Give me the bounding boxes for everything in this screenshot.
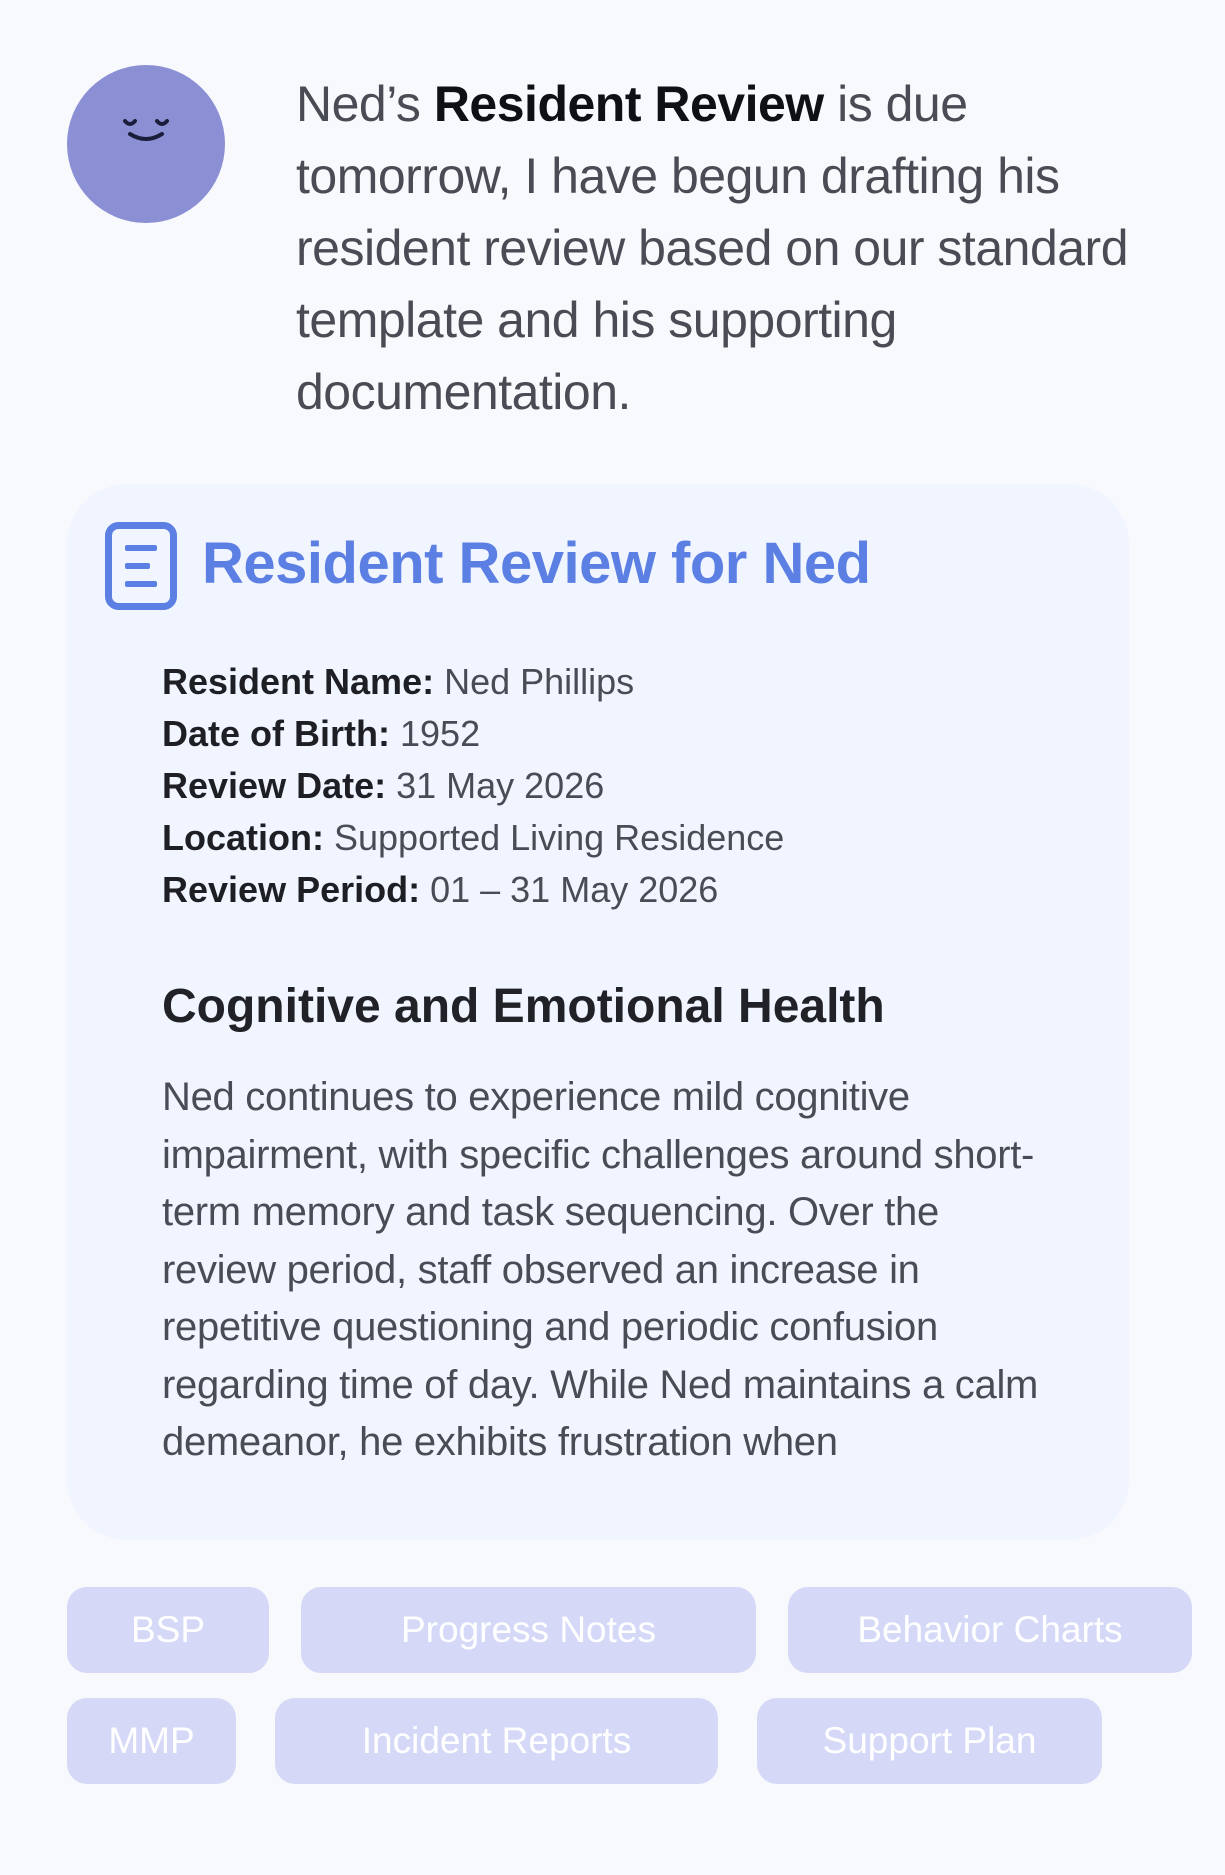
document-chip-behavior-charts[interactable]: Behavior Charts [788, 1587, 1192, 1673]
field-review-period [162, 864, 784, 916]
field-location [162, 812, 784, 864]
field-value: 31 May 2026 [386, 765, 605, 806]
field-value: Supported Living Residence [323, 817, 785, 858]
field-label: Date of Birth: [162, 713, 390, 754]
document-chip-bsp[interactable]: BSP [67, 1587, 269, 1673]
resident-details [162, 656, 784, 916]
document-chip-incident-reports[interactable]: Incident Reports [275, 1698, 718, 1784]
message-highlight: Resident Review [433, 76, 824, 132]
section-body: Ned continues to experience mild cognitive impairment, with specific challenges around short-term memory and task sequencing. Over the review period, staff observed an increase in repetitive questioning and periodic confusion regarding time of day. While Ned maintains a calm demeanor, he exhibits frustration when [162, 1075, 1039, 1464]
card-title: Resident Review for Ned [202, 531, 871, 596]
assistant-avatar [67, 65, 225, 223]
resident-review-card[interactable] [67, 484, 1129, 1540]
field-value: Ned Phillips [434, 661, 635, 702]
field-date-of-birth [162, 708, 784, 760]
document-chip-support-plan[interactable]: Support Plan [757, 1698, 1102, 1784]
field-value: 1952 [390, 713, 481, 754]
field-review-date [162, 760, 784, 812]
message-suffix: is due tomorrow, I have begun drafting his resident review based on our standard template and his supporting documentation. [296, 76, 1129, 420]
assistant-message [296, 68, 1176, 428]
field-label: Review Date: [162, 765, 387, 806]
field-label: Review Period: [162, 869, 421, 910]
field-value: 01 – 31 May 2026 [420, 869, 719, 910]
document-chip-progress-notes[interactable]: Progress Notes [301, 1587, 756, 1673]
smiling-face-icon [67, 65, 225, 223]
document-chip-mmp[interactable]: MMP [67, 1698, 236, 1784]
field-resident-name [162, 656, 784, 708]
field-label: Resident Name: [162, 661, 435, 702]
document-icon [105, 522, 177, 610]
field-label: Location: [162, 817, 324, 858]
section-heading: Cognitive and Emotional Health [162, 980, 885, 1033]
message-prefix: Ned’s [296, 76, 434, 132]
